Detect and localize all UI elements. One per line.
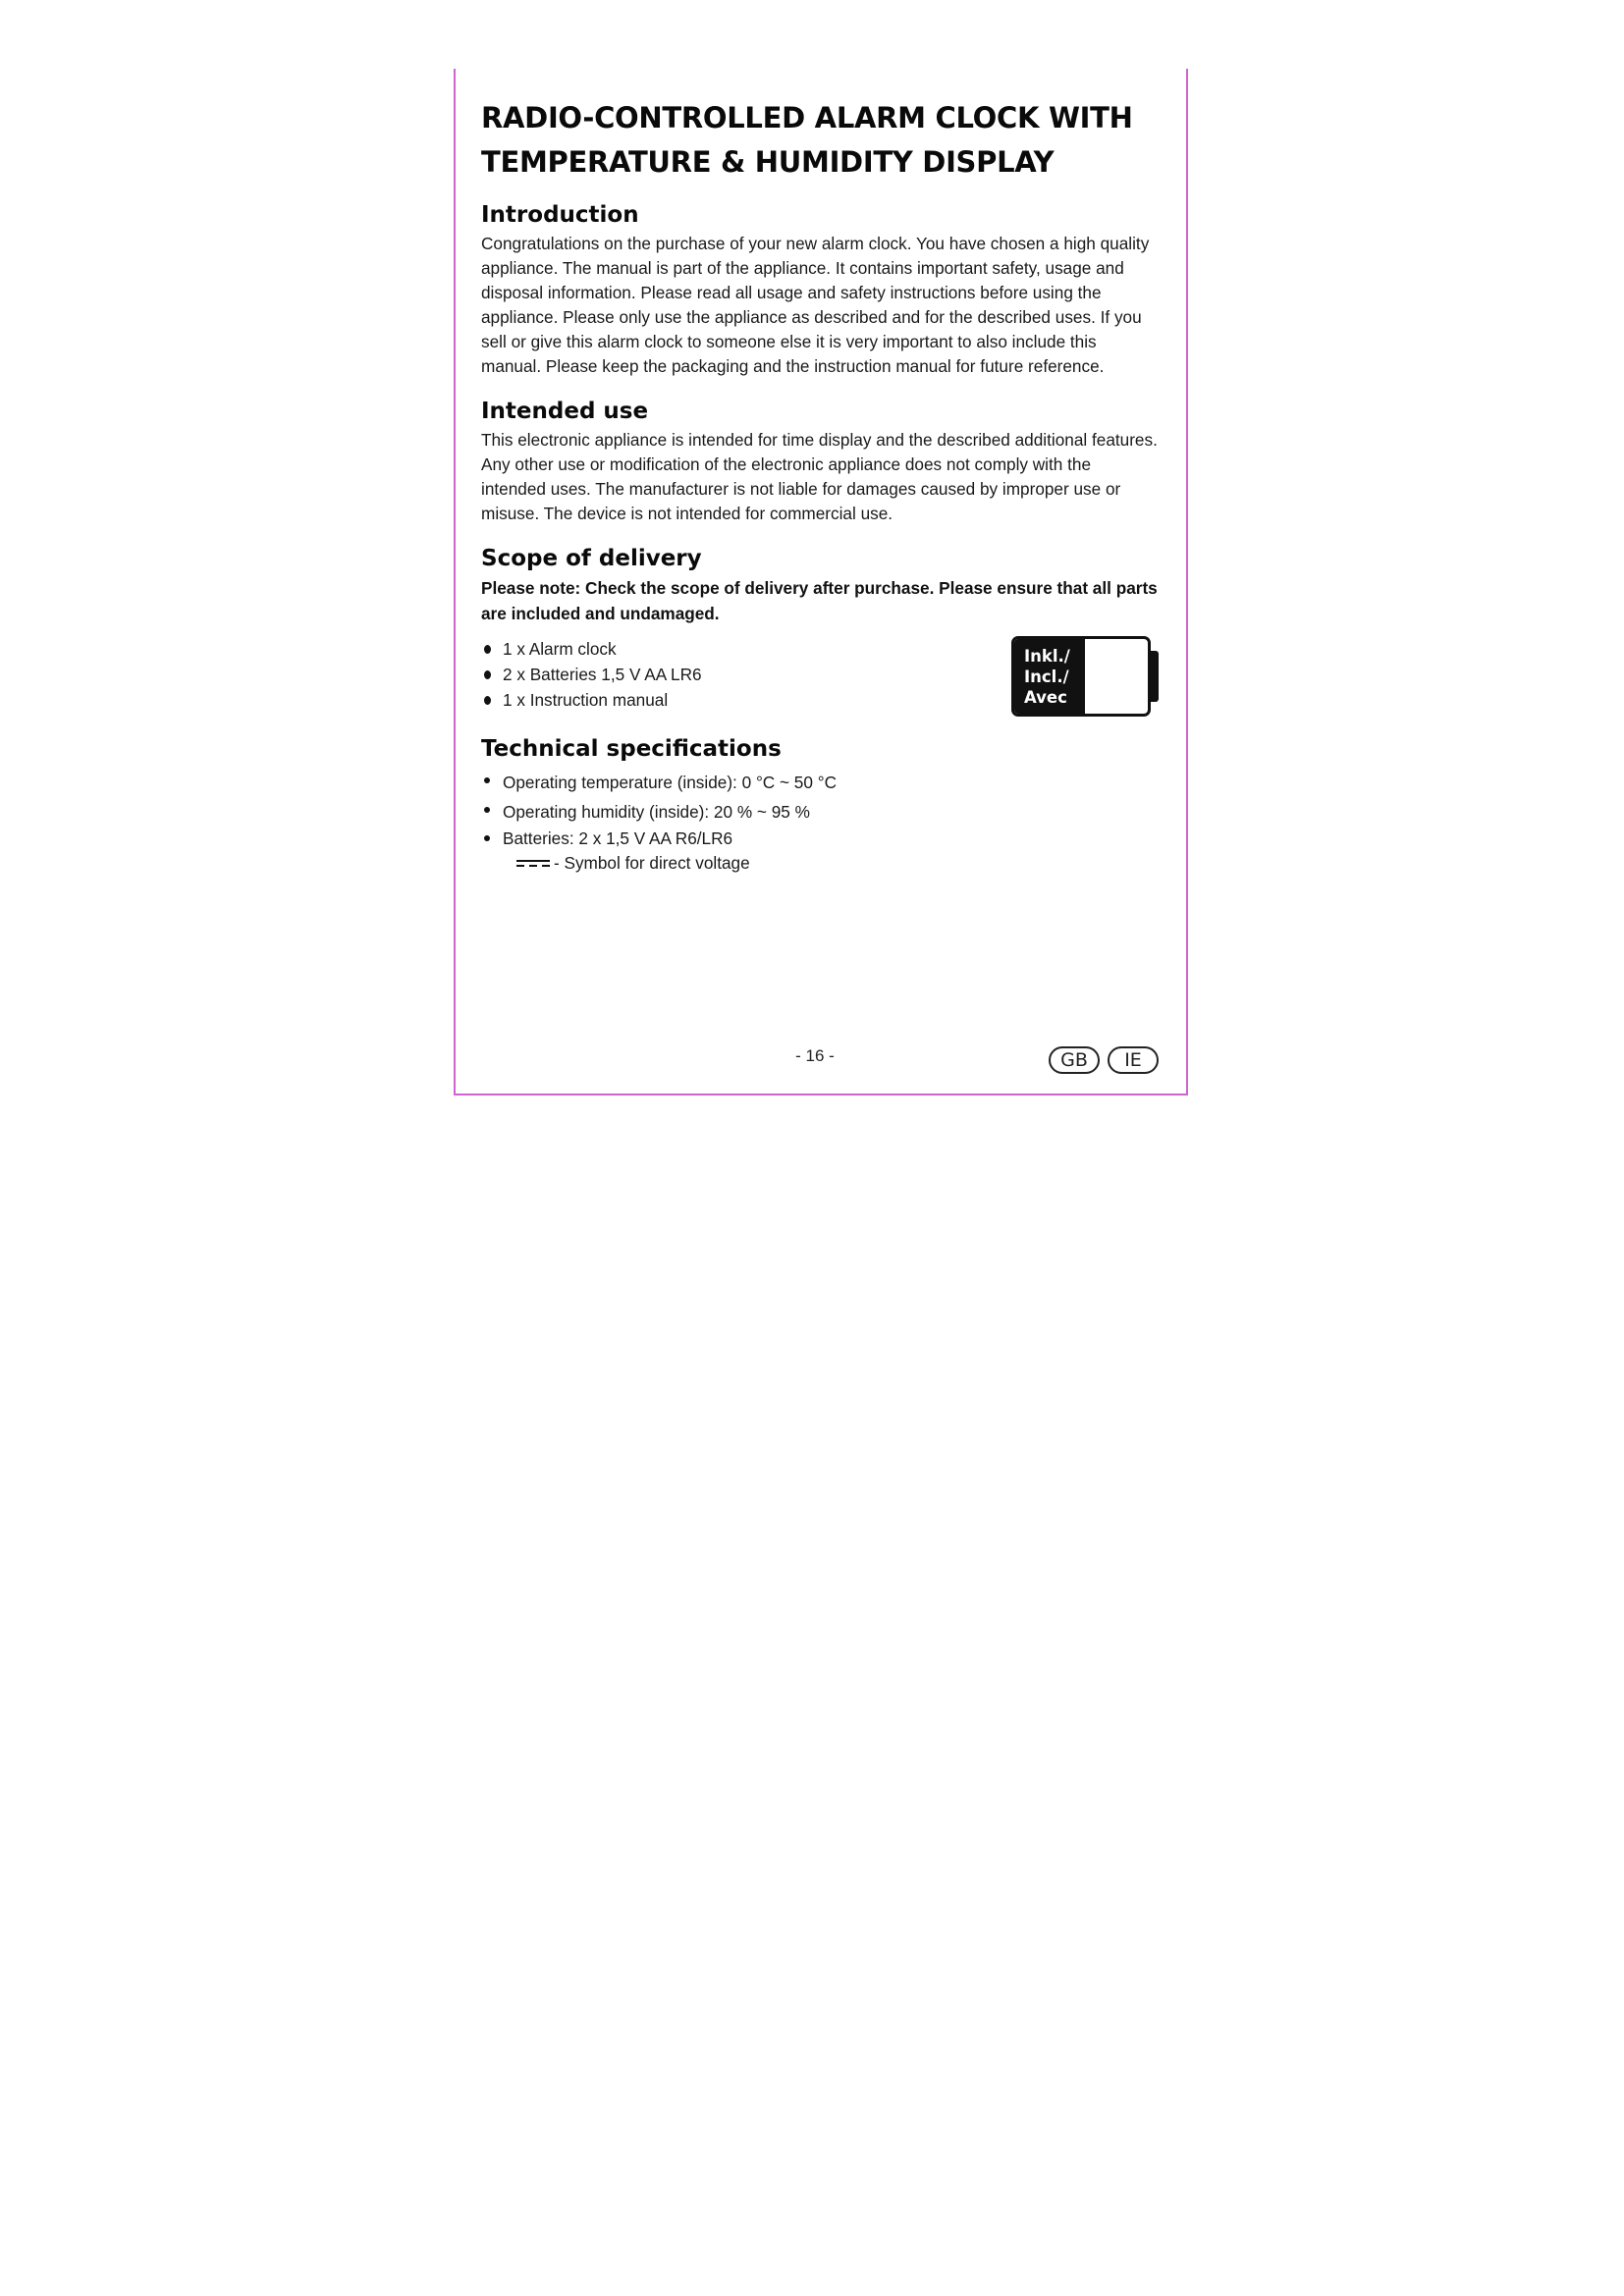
- introduction-section: [481, 200, 1159, 379]
- bullet-icon: [484, 645, 491, 654]
- direct-voltage-icon: [516, 858, 550, 870]
- delivery-row: [481, 636, 1159, 719]
- dc-symbol-text: - Symbol for direct voltage: [554, 853, 750, 873]
- battery-terminal-icon: [1151, 651, 1159, 702]
- list-item: [481, 797, 1159, 827]
- bullet-icon: [484, 670, 491, 679]
- bullet-icon: [484, 835, 490, 841]
- battery-label-line: Inkl./: [1024, 647, 1070, 666]
- page-title: RADIO-CONTROLLED ALARM CLOCK WITH TEMPERATURE & HUMIDITY DISPLAY: [481, 101, 1133, 179]
- technical-specifications-heading: Technical specifications: [481, 736, 782, 762]
- introduction-text: Congratulations on the purchase of your new alarm clock. You have chosen a high quality appliance. The manual is part of the appliance. It contains important safety, usage and disposal information. Please read all usage and safety instructions before using the appliance. Please only use the appliance as described and for the described uses. If you sell or give this alarm clock to someone else it is very important to also include this manual. Please keep the packaging and the instruction manual for future reference.: [481, 234, 1150, 376]
- delivery-item-text: 2 x Batteries 1,5 V AA LR6: [503, 665, 702, 684]
- bullet-icon: [484, 696, 491, 705]
- battery-label: [1014, 639, 1085, 714]
- delivery-item-text: 1 x Instruction manual: [503, 690, 669, 710]
- technical-specifications-section: [481, 734, 1159, 876]
- dc-symbol-line: [481, 850, 1159, 876]
- spec-item-text: Operating temperature (inside): 0 °C ~ 50 °C: [503, 773, 837, 792]
- battery-included-icon: [1011, 636, 1151, 717]
- spec-item-text: Operating humidity (inside): 20 % ~ 95 %: [503, 802, 810, 822]
- battery-label-line: Avec: [1024, 688, 1067, 707]
- intended-use-heading: Intended use: [481, 399, 649, 424]
- spec-list: [481, 768, 1159, 850]
- battery-label-line: Incl./: [1024, 667, 1069, 686]
- introduction-heading: Introduction: [481, 202, 639, 228]
- bullet-icon: [484, 777, 490, 783]
- scope-of-delivery-section: [481, 544, 1159, 719]
- page-number: - 16 -: [795, 1046, 835, 1065]
- delivery-item-text: 1 x Alarm clock: [503, 639, 617, 659]
- scope-of-delivery-heading: Scope of delivery: [481, 546, 702, 571]
- spec-item-text: Batteries: 2 x 1,5 V AA R6/LR6: [503, 828, 733, 848]
- scope-note: Please note: Check the scope of delivery after purchase. Please ensure that all parts are included and undamaged.: [481, 578, 1158, 623]
- list-item: [481, 827, 1159, 850]
- language-badge-gb: GB: [1049, 1046, 1100, 1074]
- list-item: [481, 768, 1159, 797]
- language-badge-ie: IE: [1108, 1046, 1159, 1074]
- manual-page-content: [481, 96, 1159, 876]
- intended-use-section: [481, 397, 1159, 526]
- bullet-icon: [484, 807, 490, 813]
- intended-use-text: This electronic appliance is intended for time display and the described additional features. Any other use or modification of the electronic appliance does not comply with the intended uses. The manufacturer is not liable for damages caused by improper use or misuse. The device is not intended for commercial use.: [481, 430, 1158, 523]
